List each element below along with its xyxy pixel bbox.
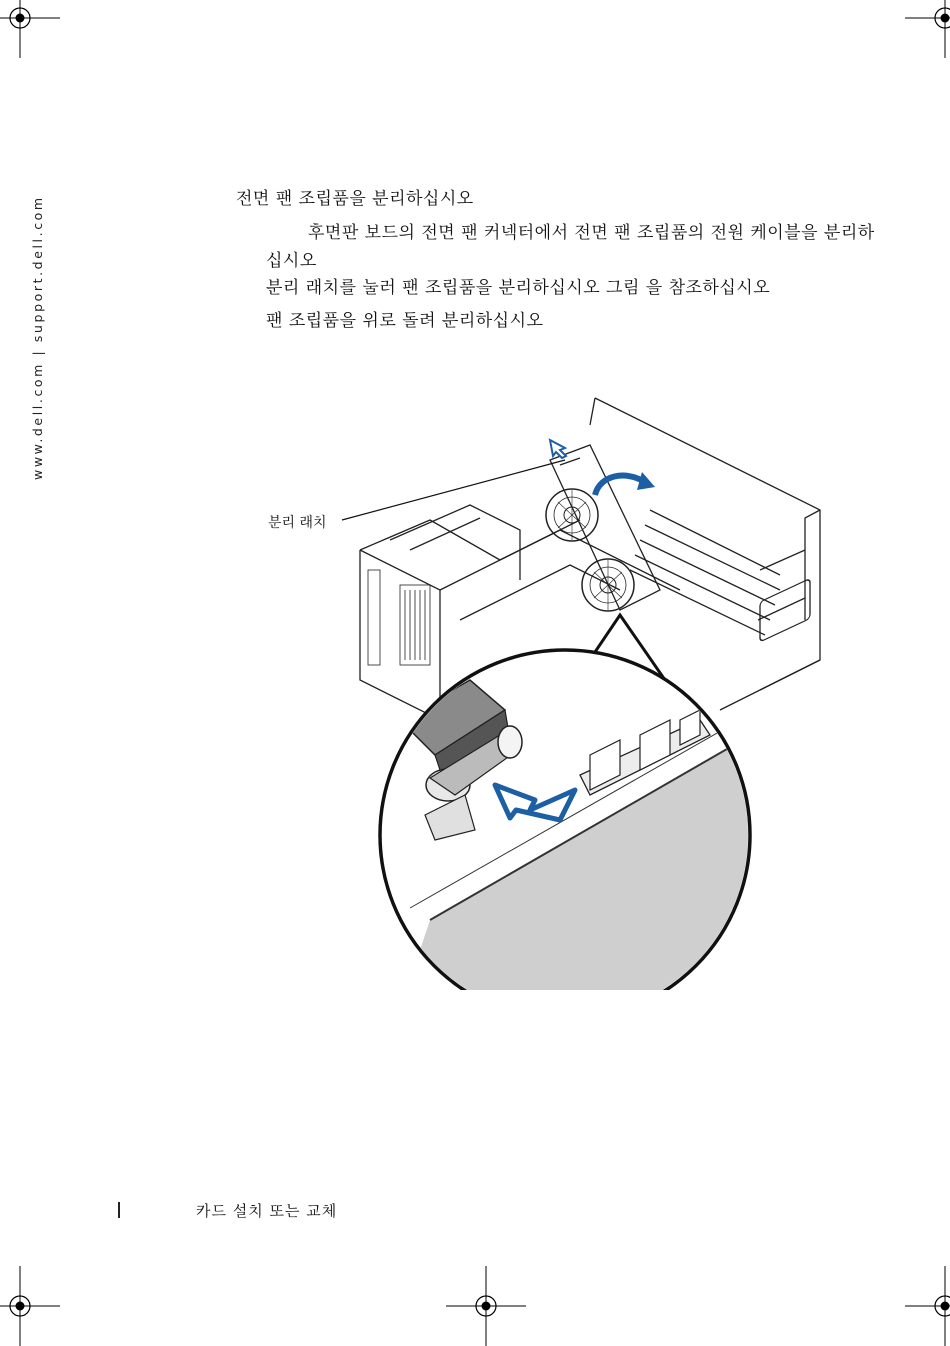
registration-mark-top-right <box>905 0 950 58</box>
registration-mark-bottom-center <box>446 1266 526 1346</box>
sidebar-url-text: www.dell.com | support.dell.com <box>30 195 45 480</box>
registration-mark-bottom-left <box>0 1266 60 1346</box>
step-1: 후면판 보드의 전면 팬 커넥터에서 전면 팬 조립품의 전원 케이블을 분리하십시오 <box>266 223 875 271</box>
footer-divider <box>118 1202 120 1218</box>
sidebar <box>30 190 50 480</box>
footer-section-title: 카드 설치 또는 교체 <box>196 1202 338 1220</box>
step-2: 분리 래치를 눌러 팬 조립품을 분리하십시오 그림 을 참조하십시오 <box>266 278 771 298</box>
fan-assembly-drawing <box>260 390 840 990</box>
step-3: 팬 조립품을 위로 돌려 분리하십시오 <box>266 311 544 331</box>
fan-assembly-illustration <box>260 390 840 990</box>
registration-mark-top-left <box>0 0 60 58</box>
procedure-heading: 전면 팬 조립품을 분리하십시오 <box>236 189 474 209</box>
release-latch-label: 분리 래치 <box>268 515 327 531</box>
registration-mark-bottom-right <box>905 1266 950 1346</box>
